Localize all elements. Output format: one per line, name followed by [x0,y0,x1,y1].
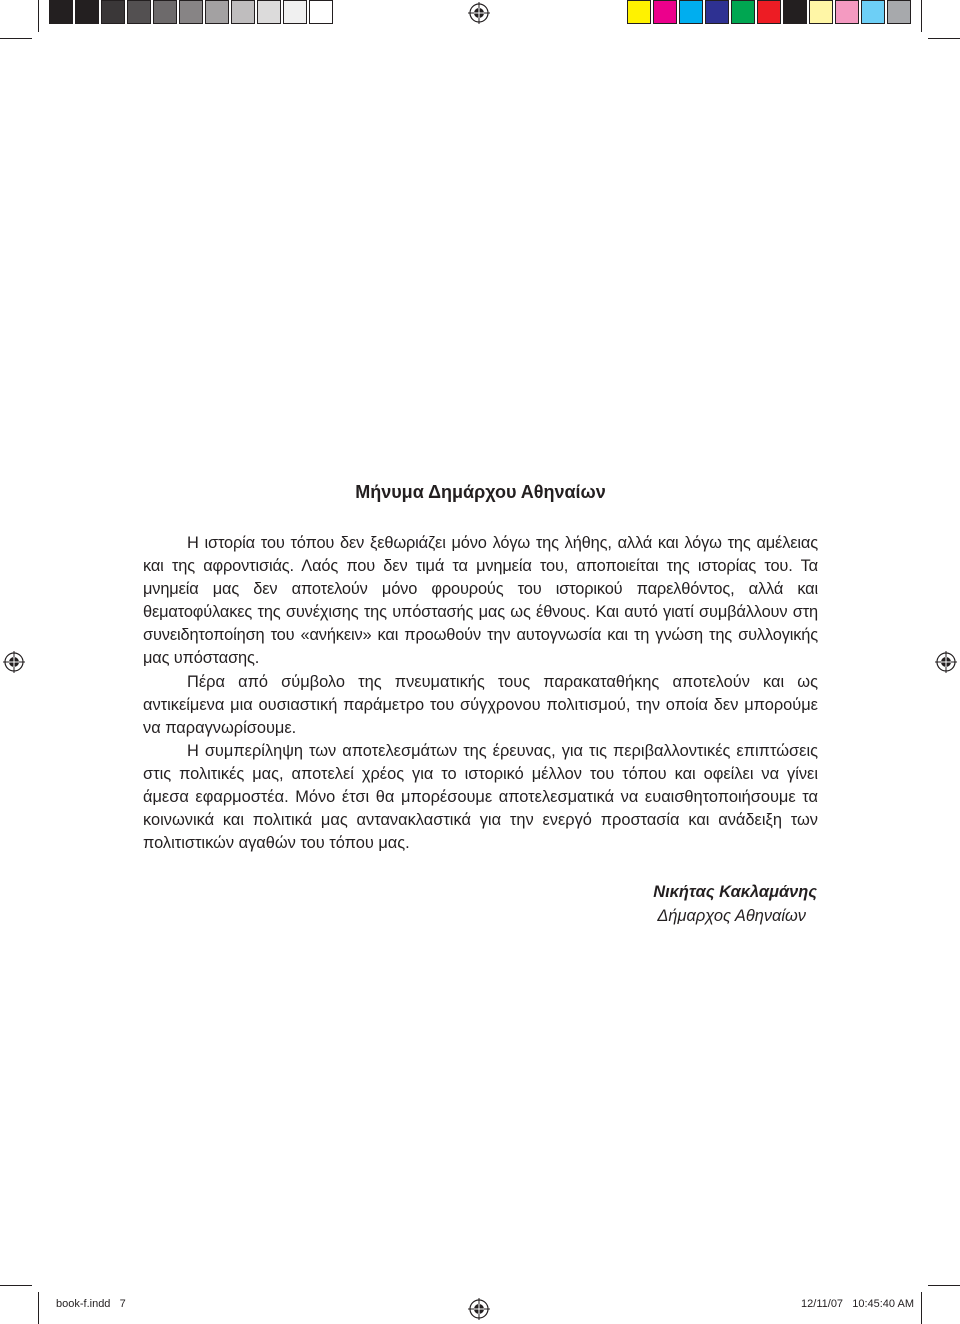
color-swatch [283,0,307,24]
signature-block [653,880,817,928]
registration-target-icon [3,651,25,673]
color-swatch [205,0,229,24]
color-swatch [705,0,729,24]
slug-datetime: 12/11/07 10:45:40 AM [801,1298,914,1310]
slug-file-info: book-f.indd 7 [56,1298,126,1310]
color-swatch [309,0,333,24]
color-swatch [757,0,781,24]
registration-target-icon [468,2,490,24]
paragraph-1: Η ιστορία του τόπου δεν ξεθωριάζει μόνο λόγω της λήθης, αλλά και λόγω της αμέλειας και της αφροντισιάς. Λαός που δεν τιμά τα μνημεία του, αποποιείται της ιστορίας του. Τα μνημεία μας δεν αποτελούν μόνο φρουρούς του ιστορικού παρελθόντος, αλλά και θεματοφύλακες της συνέχισης της υπόστασής μας ως έθνους. Και αυτό γιατί συμβάλλουν στη συνειδητοποίηση του «ανήκειν» και προωθούν την αυτογνωσία και τη γνώση της συλλογικής μας υπόστασης. [143,534,818,668]
registration-target-icon [935,651,957,673]
color-swatch [887,0,911,24]
registration-target-icon [468,1298,490,1320]
color-swatch [835,0,859,24]
crop-mark-top-right-h [928,38,960,39]
color-swatch [75,0,99,24]
color-swatch [101,0,125,24]
grayscale-color-bar [49,0,335,28]
signatory-name: Νικήτας Κακλαμάνης [653,883,817,901]
color-swatch [679,0,703,24]
color-swatch [231,0,255,24]
color-swatch [809,0,833,24]
color-swatch [731,0,755,24]
color-swatch [861,0,885,24]
page-title: Μήνυμα Δημάρχου Αθηναίων [355,482,606,502]
color-swatch [179,0,203,24]
color-swatch [257,0,281,24]
document-body [143,480,818,855]
color-swatch [783,0,807,24]
color-swatch [127,0,151,24]
crop-mark-top-left-h [0,38,32,39]
crop-mark-bottom-right-v [921,1292,922,1324]
color-swatch [627,0,651,24]
signatory-role: Δήμαρχος Αθηναίων [657,907,806,925]
paragraph-2: Πέρα από σύμβολο της πνευματικής τους παρακαταθήκης αποτελούν και ως αντικείμενα μια ουσιαστική παράμετρο του σύγχρονου πολιτισμού, την οποία δεν μπορούμε να παραγνωρίσουμε. [143,672,818,737]
crop-mark-top-right-v [921,0,922,32]
color-swatch [49,0,73,24]
crop-mark-top-left-v [38,0,39,32]
color-swatch [153,0,177,24]
crop-mark-bottom-left-h [0,1285,32,1286]
crop-mark-bottom-right-h [928,1285,960,1286]
paragraph-3: Η συμπερίληψη των αποτελεσμάτων της έρευνας, για τις περιβαλλοντικές επιπτώσεις στις πολιτικές μας, αποτελεί χρέος για το ιστορικό μέλλον του τόπου και οφείλει να γίνει άμεσα εφαρμοστέα. Μόνο έτσι θα μπορέσουμε αποτελεσματικά να ευαισθητοποιήσουμε τα κοινωνικά και πολιτικά μας αντανακλαστικά για την ενεργό προστασία και ανάδειξη των πολιτιστικών αγαθών του τόπου μας. [143,741,818,853]
process-color-bar [627,0,913,28]
crop-mark-bottom-left-v [38,1292,39,1324]
color-swatch [653,0,677,24]
